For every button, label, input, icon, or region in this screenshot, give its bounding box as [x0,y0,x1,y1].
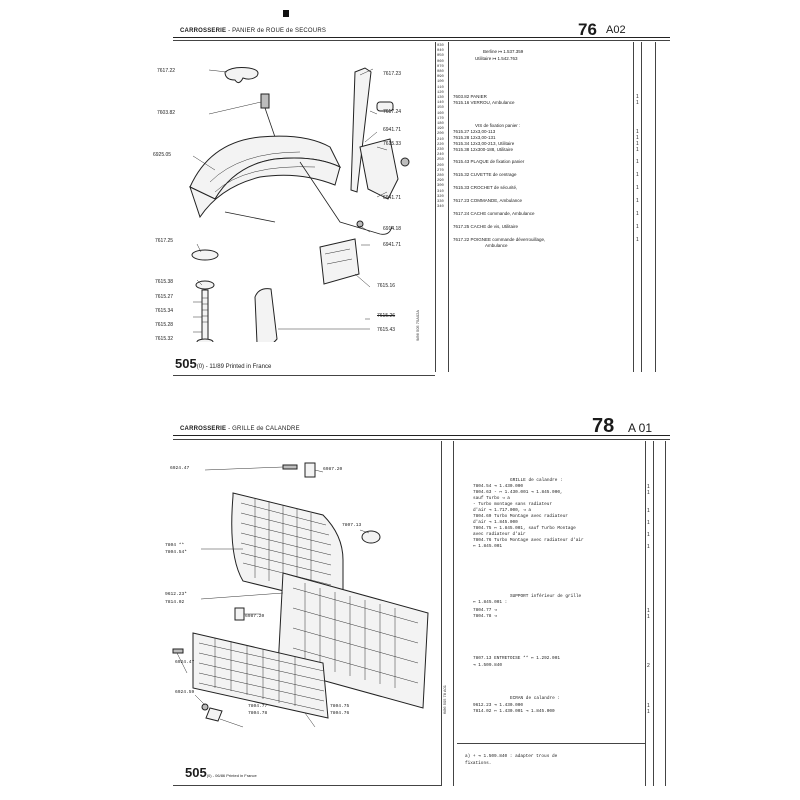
top-part-6: 7615.34 12x3,00-213, Utilitaire [453,141,515,146]
top-part-15: Ambulance [485,243,508,248]
bottom-col-rule-3 [665,441,666,786]
bottom-part-12: ↦ 1.845.001 [473,544,502,549]
top-page-suffix: A02 [606,24,626,36]
callout-7804: 7804 ** [165,543,185,548]
page-tab-mark [283,10,289,17]
bottom-part-17: 7807.13 ENTRETOISE ** ↦ 1.292.001 [473,656,560,661]
callout-6924-47-a: 6924.47 [170,466,190,471]
bottom-part-18-qty: 2 [647,663,650,669]
bottom-part-13: SUPPORT inférieur de grille [510,594,582,599]
bottom-footer-text: (0) - 06/86 Printed in France [206,773,257,778]
screw-cover-part [192,250,218,260]
callout-7615-38: 7615.38 [155,279,174,285]
top-part-3: VIS de fixation panier : [475,123,521,128]
top-col-rule-3 [655,42,656,372]
top-part-13: 7617.25 CACHE de vis, Utilitaire [453,224,519,229]
top-part-7: 7615.38 12x300-188, Utilitaire [453,147,514,152]
bottom-part-16: 7804.78 ◅ [473,614,497,619]
top-header-line-1: Berline ↦ 1.537.359 [483,49,524,54]
callout-7617-24: 7617.24 [383,109,402,115]
callout-7615-26: 7615.26 [377,313,396,319]
top-title-sub: - PANIER de ROUE de SECOURS [226,28,327,34]
callout-7804-54: 7804.54* [165,550,188,555]
top-part-11-qty: 1 [636,198,639,204]
top-page-title [180,28,326,34]
bottom-note-2: fixations. [465,761,492,766]
top-footer-text: (0) - 11/89 Printed in France [196,364,272,370]
top-footer-model: 505 [175,356,197,371]
callout-7615-32: 7615.32 [155,336,174,342]
top-catalog-page [153,10,670,385]
bottom-header-rule [173,435,670,436]
callout-7617-22: 7617.22 [157,68,176,74]
callout-7804-75: 7804.75 [330,704,350,709]
bottom-part-19: ECRAN de calandre : [510,696,561,701]
bottom-col-rule-2 [653,441,654,786]
top-part-10: 7615.33 CROCHET de sécurité, [453,185,518,190]
top-header-line-2: Utilitaire ↦ 1.542.763 [475,56,518,61]
top-qty-col-rule [633,42,634,372]
callout-6924-59: 6924.59 [175,690,195,695]
callout-6914-18: 6914.18 [383,226,402,232]
callout-7615-28: 7615.28 [155,322,174,328]
bottom-part-2-qty: 1 [647,484,650,490]
callout-6924-47-b: 6924.47 [175,660,195,665]
top-part-5: 7615.28 12x3,00-131 [453,135,496,140]
bottom-part-2: 7804.54 ⇥ 1.430.000 [473,484,524,489]
screw-part-2 [173,649,183,653]
callout-6987-20-a: 6987.20 [323,467,343,472]
callout-7615-33: 7615.33 [383,141,402,147]
bottom-part-15: 7804.77 ◅ [473,608,497,613]
bottom-part-6: d'air ⇥ 1.717.000, ◅ a [473,508,531,513]
callout-7804-78: 7804.78 [248,711,268,716]
callout-6941-71-c: 6941.71 [383,242,402,248]
bottom-part-3-qty: 1 [647,490,650,496]
bottom-footer [185,765,257,780]
callout-7603-82: 7603.82 [157,110,176,116]
callout-7615-43: 7615.43 [377,327,396,333]
top-part-1-qty: 1 [636,94,639,100]
bottom-qty-col-rule [645,441,646,786]
top-part-8-qty: 1 [636,159,639,165]
bottom-part-8: d'air ⇥ 1.845.000 [473,520,518,525]
top-text-col-rule [448,42,449,372]
plate-part [255,289,277,342]
callout-7617-23: 7617.23 [383,71,402,77]
top-part-6-qty: 1 [636,141,639,147]
callout-6941-71-a: 6941.71 [383,127,402,133]
spare-wheel-basket-diagram [165,42,433,342]
handle-part [225,68,258,83]
bottom-part-10-qty: 1 [647,532,650,538]
callout-7615-16: 7615.16 [377,283,396,289]
top-part-10-qty: 1 [636,185,639,191]
bottom-part-18: ⇥ 1.509.840 [473,663,502,668]
clip-part-2 [235,608,244,620]
bottom-footer-model: 505 [185,765,207,780]
top-ref-numbers: 030 040 050 060 070 080 090 100 110 120 130 140 150 160 170 180 190 200 210 220 230 240 250 260 270 280 290 300 310 320 330 340 [437,44,444,210]
bottom-part-21-qty: 1 [647,709,650,715]
bottom-title-sub: - GRILLE de CALANDRE [226,426,300,432]
bottom-part-12-qty: 1 [647,544,650,550]
top-part-13-qty: 1 [636,224,639,230]
bottom-header-rule-2 [173,439,670,440]
top-part-7-qty: 1 [636,147,639,153]
bottom-part-14: ↦ 1.845.001 : [473,600,508,605]
bottom-part-1: GRILLE de calandre : [510,478,563,483]
bolt-part [202,290,208,340]
top-col-rule-2 [641,42,642,372]
callout-6987-20-b: 6987.20 [245,614,265,619]
top-part-2: 7615.16 VERROU, Ambulance [453,100,515,105]
top-part-11: 7617.23 COMMANDE, Ambulance [453,198,523,203]
callout-9612-23: 9612.23* [165,592,188,597]
bottom-text-col-rule [453,441,454,786]
bottom-part-5: - Turbo montage sans radiateur [473,502,553,507]
bottom-part-7: 7804.69 Turbo Montage avec radiateur [473,514,568,519]
bottom-catalog-page [165,415,670,790]
callout-7615-27: 7615.27 [155,294,174,300]
top-part-4-qty: 1 [636,129,639,135]
callout-7814-02: 7814.02 [165,600,185,605]
top-part-14: 7617.22 POIGNEE commande déverrouillage, [453,237,546,242]
top-part-9: 7615.32 CUVETTE de centrage [453,172,517,177]
spacer-part [362,531,380,543]
callout-6941-71-b: 6941.71 [383,195,402,201]
top-ref-col-rule [435,42,436,372]
bottom-page-suffix: A 01 [628,421,653,435]
bottom-part-6-qty: 1 [647,508,650,514]
bottom-part-10: avec radiateur d'air [473,532,526,537]
callout-7804-76: 7804.76 [330,711,350,716]
top-part-12-qty: 1 [636,211,639,217]
support-part [206,708,222,721]
bottom-page-number: 78 [592,415,615,437]
bottom-note-rule [457,743,645,744]
top-part-8: 7615.43 PLAQUE de fixation panier [453,159,525,164]
bottom-footer-rule [173,785,441,786]
bottom-part-15-qty: 1 [647,608,650,614]
callout-7807-13: 7807.13 [342,523,362,528]
bottom-note-1: a) + ⇥ 1.509.840 : adapter trous de [465,754,558,759]
bottom-part-11: 7804.76 Turbo Montage avec radiateur d'air [473,538,584,543]
top-side-code: 9/86 505 75A02A [415,310,420,341]
callout-7617-25: 7617.25 [155,238,174,244]
top-part-12: 7617.24 CACHE commande, Ambulance [453,211,535,216]
bottom-part-20: 9612.23 ⇥ 1.430.000 [473,703,524,708]
top-part-14-qty: 1 [636,237,639,243]
top-header-rule-2 [173,40,670,41]
bottom-ref-col-rule [441,441,442,786]
top-page-number: 76 [578,20,597,39]
bottom-part-9: 7804.75 ↦ 1.845.001, sauf Turbo Montage [473,526,576,531]
clip-part [305,463,315,477]
bottom-part-3: 7804.63 - ↦ 1.430.001 ⇥ 1.845.000, [473,490,563,495]
bottom-part-4: sauf Turbo ◅ a [473,496,510,501]
bottom-part-21: 7814.02 ↦ 1.430.001 ⇥ 1.845.000 [473,709,555,714]
callout-7804-77: 7804.77 [248,704,268,709]
top-footer-rule [173,375,435,376]
screw-part [283,465,297,469]
callout-6925-05: 6925.05 [153,152,172,158]
bracket-part [360,139,398,199]
bottom-page-title [180,426,300,432]
radiator-grille-diagram [165,443,437,743]
bottom-side-code: 6/86 505 78 A01 [442,685,447,715]
top-title-main: CARROSSERIE [180,28,227,34]
top-part-5-qty: 1 [636,135,639,141]
top-part-1: 7603.82 PANIER [453,94,487,99]
lock-cylinder-part [261,94,269,108]
bottom-part-16-qty: 1 [647,614,650,620]
top-part-4: 7615.27 12x3,00-113 [453,129,496,134]
bottom-part-20-qty: 1 [647,703,650,709]
top-header-rule [173,37,670,38]
bottom-part-8-qty: 1 [647,520,650,526]
top-footer [175,356,271,371]
top-part-2-qty: 1 [636,100,639,106]
top-part-9-qty: 1 [636,172,639,178]
bottom-title-main: CARROSSERIE [180,426,227,432]
callout-7615-34: 7615.34 [155,308,174,314]
